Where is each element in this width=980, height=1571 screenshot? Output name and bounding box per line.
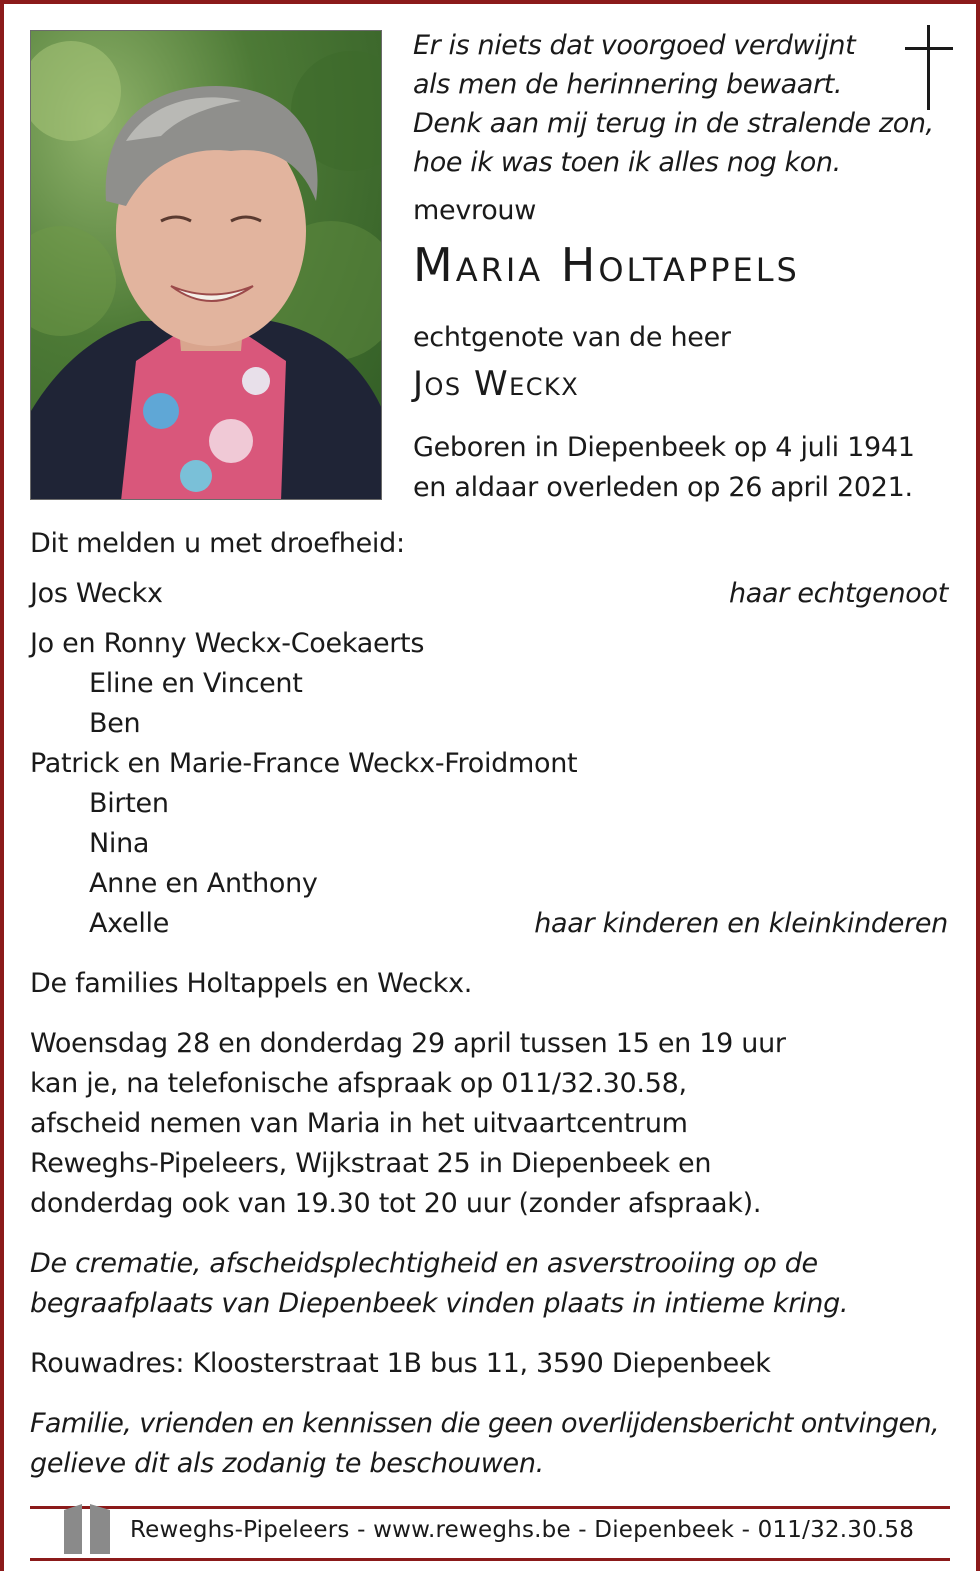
quote-line: hoe ik was toen ik alles nog kon.: [413, 147, 841, 178]
mourner-grandchild: Axelle: [89, 908, 170, 939]
visitation-line: Woensdag 28 en donderdag 29 april tussen 15 en 19 uur: [30, 1028, 786, 1059]
notice-line: Familie, vrienden en kennissen die geen overlijdensbericht ontvingen,: [30, 1408, 939, 1439]
mourner-family: Jo en Ronny Weckx-Coekaerts: [30, 628, 425, 659]
mourner-grandchild: Birten: [89, 788, 169, 819]
visitation-line: kan je, na telefonische afspraak op 011/32.30.58,: [30, 1068, 687, 1099]
mourner-family: Patrick en Marie-France Weckx-Froidmont: [30, 748, 578, 779]
portrait-illustration: [31, 31, 382, 500]
honorific: mevrouw: [413, 195, 537, 226]
spouse-name: Jos Weckx: [413, 364, 580, 404]
mourner-spouse-role: haar echtgenoot: [728, 578, 948, 609]
visitation-line: afscheid nemen van Maria in het uitvaartcentrum: [30, 1108, 688, 1139]
notice-line: gelieve dit als zodanig te beschouwen.: [30, 1448, 544, 1479]
quote-line: Denk aan mij terug in de stralende zon,: [413, 108, 934, 139]
memorial-quote: [413, 26, 934, 182]
cremation-line: De crematie, afscheidsplechtigheid en asverstrooiing op de: [30, 1248, 818, 1279]
footer-divider-bottom: [30, 1558, 950, 1561]
mourner-spouse: Jos Weckx: [30, 578, 163, 609]
death-line: en aldaar overleden op 26 april 2021.: [413, 472, 913, 503]
birth-line: Geboren in Diepenbeek op 4 juli 1941: [413, 432, 915, 463]
children-role: haar kinderen en kleinkinderen: [534, 908, 948, 939]
mourner-grandchild: Anne en Anthony: [89, 868, 318, 899]
visitation-line: Reweghs-Pipeleers, Wijkstraat 25 in Diepenbeek en: [30, 1148, 712, 1179]
mourner-grandchild: Ben: [89, 708, 141, 739]
footer-contact: Reweghs-Pipeleers - www.reweghs.be - Diepenbeek - 011/32.30.58: [130, 1517, 915, 1543]
announce-intro: Dit melden u met droefheid:: [30, 528, 405, 559]
visitation-line: donderdag ook van 19.30 tot 20 uur (zonder afspraak).: [30, 1188, 762, 1219]
quote-line: Er is niets dat voorgoed verdwijnt: [413, 30, 856, 61]
mourning-address: Rouwadres: Kloosterstraat 1B bus 11, 3590 Diepenbeek: [30, 1348, 771, 1379]
funeral-home-logo-icon: [60, 1500, 114, 1554]
relation-label: echtgenote van de heer: [413, 322, 731, 353]
families-line: De families Holtappels en Weckx.: [30, 968, 473, 999]
portrait-photo: [30, 30, 382, 500]
quote-line: als men de herinnering bewaart.: [413, 69, 843, 100]
mourner-grandchild: Eline en Vincent: [89, 668, 303, 699]
mourner-grandchild: Nina: [89, 828, 150, 859]
deceased-name: Maria Holtappels: [413, 238, 800, 292]
cremation-line: begraafplaats van Diepenbeek vinden plaats in intieme kring.: [30, 1288, 849, 1319]
footer-divider-top: [30, 1506, 950, 1509]
